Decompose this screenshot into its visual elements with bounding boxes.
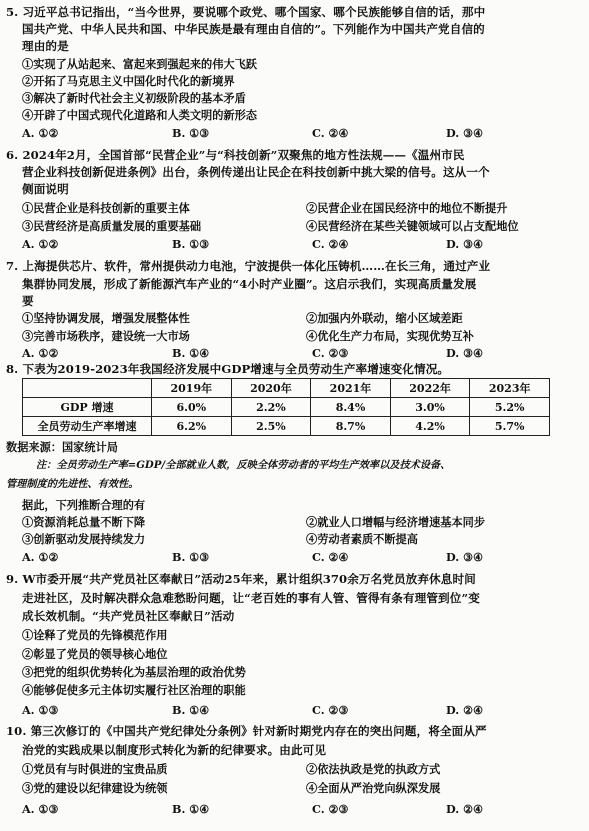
- table-cell: 8.7%: [311, 417, 391, 436]
- q5-choice-b: B. ①③: [172, 126, 210, 140]
- q8-stem: 8. 下表为2019-2023年我国经济发展中GDP增速与全员劳动生产率增速变化情况。: [6, 362, 450, 376]
- q10-item-4: ④全面从严治党向纵深发展: [306, 781, 441, 795]
- q9-item-2: ②彰显了党员的领导核心地位: [22, 647, 168, 661]
- q9-choice-c: C. ②③: [312, 703, 349, 717]
- table-year-2022: 2022年: [390, 379, 470, 398]
- table-row: [23, 398, 550, 417]
- q10-item-1: ①党员有与时俱进的宝贵品质: [22, 762, 168, 776]
- q10-choice-d: D. ②④: [446, 802, 484, 816]
- q10-stem-line-1: 10. 第三次修订的《中国共产党纪律处分条例》针对新时期党内存在的突出问题，将全面从严: [6, 724, 487, 738]
- q8-choice-a: A. ①②: [22, 550, 59, 564]
- q10-choice-b: B. ①④: [172, 802, 210, 816]
- table-year-2021: 2021年: [311, 379, 391, 398]
- q10-item-2: ②依法执政是党的执政方式: [306, 762, 441, 776]
- table-year-2019: 2019年: [152, 379, 232, 398]
- q5-stem-line-1: 5. 习近平总书记指出，“当今世界，要说哪个政党、哪个国家、哪个民族能够自信的话，那中: [6, 5, 486, 19]
- q7-stem-line-2: 集群协同发展，形成了新能源汽车产业的“4小时产业圈”。这启示我们，实现高质量发展: [22, 277, 477, 291]
- table-row-label: GDP 增速: [23, 398, 152, 417]
- q7-choice-c: C. ②③: [312, 346, 349, 360]
- q8-lead: 据此，下列推断合理的有: [22, 498, 146, 512]
- q6-choice-b: B. ①③: [172, 237, 210, 251]
- q6-item-3: ③民营经济是高质量发展的重要基础: [22, 219, 202, 233]
- table-cell: 4.2%: [390, 417, 470, 436]
- q8-item-2: ②就业人口增幅与经济增速基本同步: [306, 515, 486, 529]
- table-cell: 2.5%: [231, 417, 311, 436]
- q6-item-4: ④民营经济在某些关键领域可以占支配地位: [306, 219, 519, 233]
- q7-item-3: ③完善市场秩序，建设统一大市场: [22, 329, 190, 343]
- q9-choice-b: B. ①④: [172, 703, 210, 717]
- q10-item-3: ③党的建设以纪律建设为统领: [22, 781, 168, 795]
- q8-source: 数据来源：国家统计局: [6, 440, 118, 454]
- q6-stem-line-2: 营企业科技创新促进条例》出台，条例传递出让民企在科技创新中挑大梁的信号。这从一个: [22, 165, 490, 179]
- q6-choice-c: C. ②④: [312, 237, 349, 251]
- gdp-productivity-table: [22, 378, 550, 436]
- table-row-label: 全员劳动生产率增速: [23, 417, 152, 436]
- q9-stem-line-3: 成长效机制。“共产党员社区奉献日”活动: [22, 609, 235, 623]
- q8-choice-c: C. ②④: [312, 550, 349, 564]
- q5-item-2: ②开拓了马克思主义中国化时代化的新境界: [22, 74, 235, 88]
- table-cell: 8.4%: [311, 398, 391, 417]
- q9-stem-line-1: 9. W市委开展“共产党员社区奉献日”活动25年来，累计组织370余万名党员放弃休息时间: [6, 572, 476, 586]
- q5-stem-line-2: 国共产党、中华人民共和国、中华民族是最有理由自信的”。下列能作为中国共产党自信的: [22, 22, 485, 36]
- q6-item-1: ①民营企业是科技创新的重要主体: [22, 201, 190, 215]
- q5-item-1: ①实现了从站起来、富起来到强起来的伟大飞跃: [22, 57, 257, 71]
- q8-note-line-2: 管理制度的先进性、有效性。: [6, 478, 139, 490]
- q6-choice-a: A. ①②: [22, 237, 59, 251]
- q6-stem-line-1: 6. 2024年2月，全国首部“民营企业”与“科技创新”双聚焦的地方性法规——《温州市民: [6, 148, 465, 162]
- q6-choice-d: D. ③④: [446, 237, 484, 251]
- table-year-2023: 2023年: [470, 379, 550, 398]
- q10-stem-line-2: 治党的实践成果以制度形式转化为新的纪律要求。由此可见: [22, 743, 327, 757]
- q7-stem-line-3: 要: [22, 294, 34, 308]
- q9-item-1: ①诠释了党员的先锋模范作用: [22, 628, 168, 642]
- q9-stem-line-2: 走进社区，及时解决群众急难愁盼问题，让“老百姓的事有人管、管得有条有理管到位”变: [22, 591, 480, 605]
- table-year-2020: 2020年: [231, 379, 311, 398]
- q8-item-3: ③创新驱动发展持续发力: [22, 532, 146, 546]
- table-cell: 5.7%: [470, 417, 550, 436]
- q5-item-3: ③解决了新时代社会主义初级阶段的基本矛盾: [22, 91, 246, 105]
- table-cell: 2.2%: [231, 398, 311, 417]
- q7-item-2: ②加强内外联动，缩小区域差距: [306, 311, 463, 325]
- q8-item-1: ①资源消耗总量不断下降: [22, 515, 146, 529]
- q8-choice-d: D. ③④: [446, 550, 484, 564]
- table-cell: 3.0%: [390, 398, 470, 417]
- q10-choice-a: A. ①③: [22, 802, 59, 816]
- table-cell: 6.2%: [152, 417, 232, 436]
- q10-choice-c: C. ②③: [312, 802, 349, 816]
- q9-choice-d: D. ②④: [446, 703, 484, 717]
- q7-choice-a: A. ①②: [22, 346, 59, 360]
- table-row: [23, 417, 550, 436]
- table-header-row: [23, 379, 550, 398]
- q7-item-1: ①坚持协调发展，增强发展整体性: [22, 311, 190, 325]
- table-cell: 6.0%: [152, 398, 232, 417]
- q5-item-4: ④开辟了中国式现代化道路和人类文明的新形态: [22, 108, 257, 122]
- q6-stem-line-3: 侧面说明: [22, 182, 69, 196]
- q7-item-4: ④优化生产力布局，实现优势互补: [306, 329, 474, 343]
- q5-choice-d: D. ③④: [446, 126, 484, 140]
- table-corner-cell: [23, 379, 152, 398]
- q9-choice-a: A. ①③: [22, 703, 59, 717]
- q8-item-4: ④劳动者素质不断提高: [306, 532, 418, 546]
- table-cell: 5.2%: [470, 398, 550, 417]
- q9-item-3: ③把党的组织优势转化为基层治理的政治优势: [22, 665, 246, 679]
- q7-stem-line-1: 7. 上海提供芯片、软件，常州提供动力电池，宁波提供一体化压铸机……在长三角，通过产业: [6, 259, 491, 273]
- q5-choice-a: A. ①②: [22, 126, 59, 140]
- q5-choice-c: C. ②④: [312, 126, 349, 140]
- q8-choice-b: B. ①③: [172, 550, 210, 564]
- q6-item-2: ②民营企业在国民经济中的地位不断提升: [306, 201, 508, 215]
- q8-note-line-1: 注：全员劳动生产率=GDP/全部就业人数，反映全体劳动者的平均生产效率以及技术设备、: [36, 459, 451, 471]
- q7-choice-d: D. ③④: [446, 346, 484, 360]
- q7-choice-b: B. ①④: [172, 346, 210, 360]
- q5-stem-line-3: 理由的是: [22, 39, 69, 53]
- q9-item-4: ④能够促使多元主体切实履行社区治理的职能: [22, 683, 246, 697]
